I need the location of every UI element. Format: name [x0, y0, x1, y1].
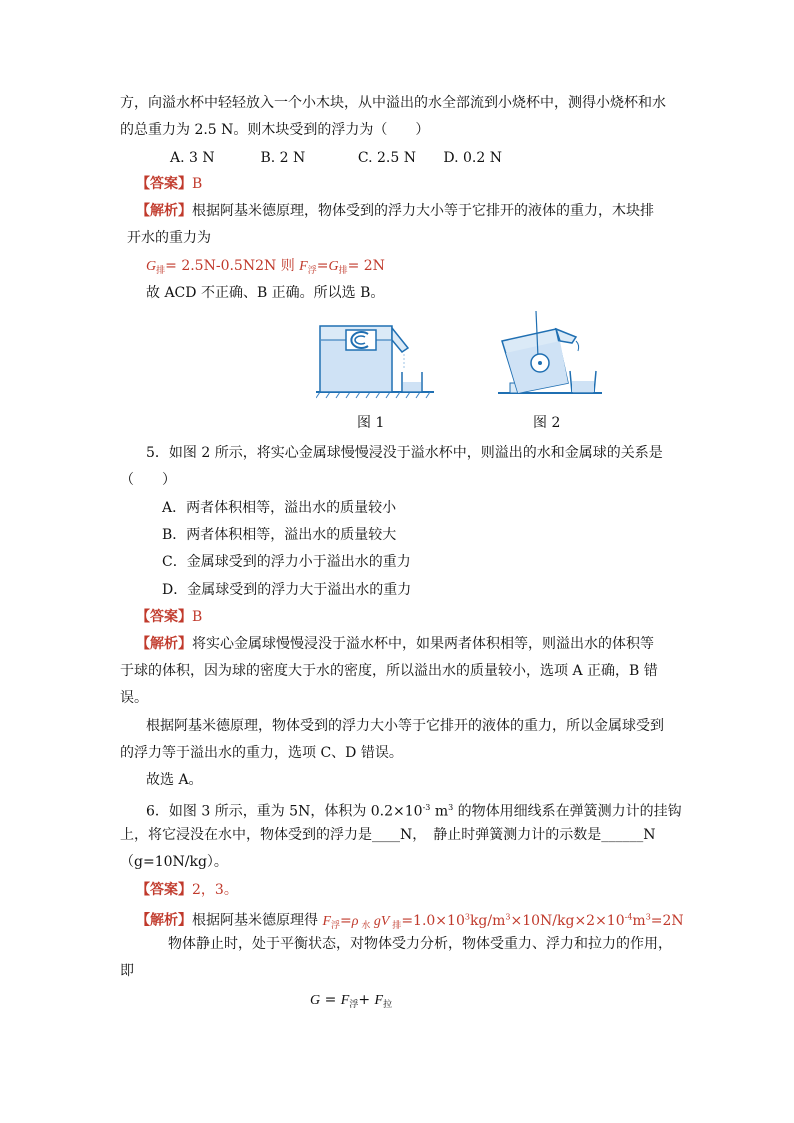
figure-1-overflow-cup [316, 318, 436, 400]
formula-exp: 3 [464, 912, 470, 921]
formula-sub: 排 [338, 266, 348, 276]
q4-conclusion: 故 ACD 不正确、B 正确。所以选 B。 [146, 285, 385, 301]
formula-g: G [328, 259, 339, 274]
formula-exp: 3 [645, 912, 651, 921]
q6-stem-line3: （g=10N/kg）。 [120, 854, 228, 870]
q6-stem-text: m [430, 803, 449, 820]
q4-line2: 的总重力为 2.5 N。则木块受到的浮力为（ ） [120, 122, 430, 138]
answer-tag: 【答案】 [136, 882, 192, 898]
formula-sub: 排 [389, 920, 402, 931]
analysis-tag: 【解析】 [136, 636, 192, 652]
q4-analysis-line1 [136, 201, 654, 221]
q5-analysis-line5: 的浮力等于溢出水的重力，选项 C、D 错误。 [120, 745, 403, 761]
answer-tag: 【答案】 [136, 176, 192, 192]
q6-analysis-line2: 物体静止时，处于平衡状态，对物体受力分析，物体受重力、浮力和拉力的作用， [168, 936, 672, 952]
q5-option-c: C．金属球受到的浮力小于溢出水的重力 [162, 554, 411, 570]
figure-1-spout [392, 328, 408, 352]
q6-stem-text: 6．如图 3 所示，重为 5N，体积为 0.2×10 [146, 803, 423, 820]
q6-stem-text: 的物体用细线系在弹簧测力计的挂钩 [453, 803, 682, 820]
q4-line1: 方，向溢水杯中轻轻放入一个小木块，从中溢出的水全部流到小烧杯中，测得小烧杯和水 [120, 95, 666, 111]
q6-stem-line1 [146, 798, 682, 822]
formula-text: = 2N [347, 258, 385, 274]
analysis-text: 根据阿基米德原理得 [192, 912, 323, 929]
q6-stem-line2: 上，将它浸没在水中，物体受到的浮力是____N， 静止时弹簧测力计的示数是______N [120, 827, 656, 843]
q5-analysis-line2: 于球的体积，因为球的密度大于水的密度，所以溢出水的质量较小，选项 A 正确，B 错 [120, 663, 658, 679]
formula-exp: 3 [505, 912, 511, 921]
q6-stem-exp: -3 [422, 803, 431, 812]
formula-text: = 2.5N-0.5N2N 则 [165, 258, 300, 274]
q5-option-b: B．两者体积相等，溢出水的质量较大 [162, 527, 397, 543]
answer-value: B [192, 176, 203, 192]
q4-option-d: D. 0.2 N [443, 150, 502, 166]
formula-text: =2N [650, 912, 684, 929]
analysis-text: 根据阿基米德原理，物体受到的浮力大小等于它排开的液体的重力，木块排 [192, 203, 654, 219]
formula-text: =1.0×10 [401, 912, 465, 929]
equation-g: G [310, 993, 321, 1008]
formula-text: ×10N/kg×2×10 [510, 912, 625, 929]
formula-eq: = [340, 912, 352, 929]
q4-formula [146, 256, 385, 281]
figure-1-caption: 图 1 [357, 415, 385, 431]
q4-analysis-line2: 开水的重力为 [127, 230, 211, 246]
q6-stem-exp: 3 [448, 803, 454, 812]
formula-eq: = [316, 258, 329, 274]
figure-2-caption: 图 2 [533, 415, 561, 431]
q5-stem-line1: 5．如图 2 所示，将实心金属球慢慢浸没于溢水杯中，则溢出的水和金属球的关系是 [146, 445, 663, 461]
q4-option-b: B. 2 N [260, 150, 306, 166]
q4-option-c: C. 2.5 N [357, 150, 416, 166]
q4-option-a: A. 3 N [170, 150, 215, 166]
q5-analysis-line4: 根据阿基米德原理，物体受到的浮力大小等于它排开的液体的重力，所以金属球受到 [146, 718, 664, 734]
equation-eq: = [320, 992, 341, 1008]
formula-text: kg/m [469, 912, 506, 929]
formula-sub: 浮 [331, 920, 341, 931]
equation-f: F [340, 993, 350, 1008]
figure-2-drip [576, 341, 579, 351]
answer-tag: 【答案】 [136, 609, 192, 625]
figure-2-metal-ball [498, 311, 606, 401]
answer-value: B [192, 609, 203, 625]
q5-option-d: D．金属球受到的浮力大于溢出水的重力 [162, 582, 412, 598]
analysis-tag: 【解析】 [136, 912, 192, 929]
formula-f: F [299, 259, 308, 274]
q4-options [170, 148, 502, 168]
formula-f: F [322, 913, 332, 929]
formula-g: G [146, 259, 157, 274]
q5-option-a: A．两者体积相等，溢出水的质量较小 [162, 500, 397, 516]
q5-analysis-line1 [136, 634, 654, 654]
equation-f: F [374, 993, 384, 1008]
q6-answer [136, 880, 238, 900]
figure-2-beaker-water [572, 381, 594, 392]
equation-plus: + [358, 992, 375, 1008]
formula-exp: -4 [624, 912, 633, 921]
formula-gv: gV [370, 913, 390, 929]
q5-answer [136, 607, 202, 627]
figure-1-beaker-water [403, 382, 421, 391]
q6-analysis-line1 [136, 907, 684, 936]
analysis-text: 将实心金属球慢慢浸没于溢水杯中，如果两者体积相等，则溢出水的体积等 [192, 636, 654, 652]
q6-equation [310, 990, 392, 1015]
formula-sub: 排 [156, 266, 166, 276]
formula-sub: 浮 [307, 266, 317, 276]
formula-text: m [632, 912, 646, 929]
formula-sub: 水 [358, 920, 371, 931]
equation-sub: 拉 [383, 1000, 393, 1010]
q5-stem-line2: （ ） [120, 472, 176, 488]
answer-value: 2，3。 [192, 882, 238, 898]
equation-sub: 浮 [349, 1000, 359, 1010]
analysis-tag: 【解析】 [136, 203, 192, 219]
q6-analysis-line3: 即 [120, 963, 134, 979]
q5-analysis-line6: 故选 A。 [146, 772, 203, 788]
figure-2-ball-center [538, 361, 542, 365]
q5-analysis-line3: 误。 [120, 690, 148, 706]
q4-answer [136, 174, 202, 194]
formula-rho: ρ [351, 913, 359, 929]
